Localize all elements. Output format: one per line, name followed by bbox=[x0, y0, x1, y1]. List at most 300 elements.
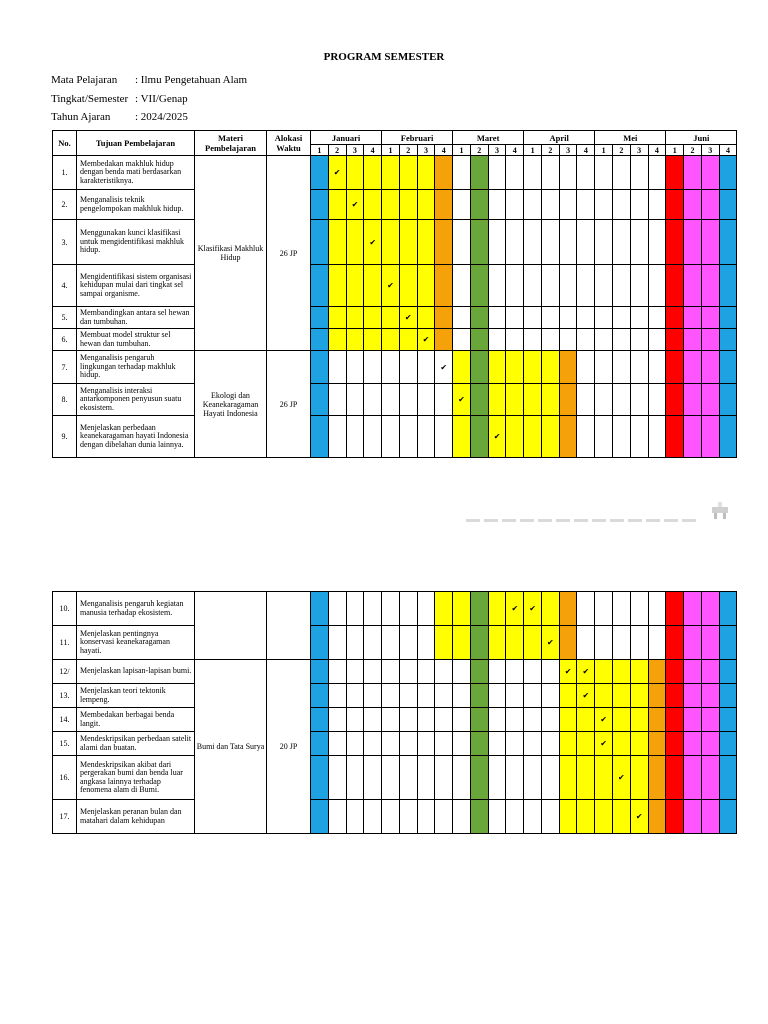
week-cell bbox=[417, 351, 435, 384]
info-label: Tahun Ajaran bbox=[51, 111, 111, 123]
check-icon bbox=[541, 626, 559, 660]
week-cell bbox=[719, 660, 737, 684]
week-cell bbox=[541, 708, 559, 732]
week-cell bbox=[328, 190, 346, 220]
row-number: 6. bbox=[53, 329, 77, 351]
week-cell bbox=[541, 732, 559, 756]
week-cell bbox=[613, 384, 631, 416]
week-cell bbox=[435, 592, 453, 626]
week-cell bbox=[488, 265, 506, 307]
week-cell bbox=[328, 684, 346, 708]
week-cell bbox=[417, 684, 435, 708]
week-cell bbox=[524, 416, 542, 458]
week-cell bbox=[470, 626, 488, 660]
week-cell bbox=[684, 384, 702, 416]
page-title: PROGRAM SEMESTER bbox=[323, 51, 445, 63]
week-cell bbox=[488, 800, 506, 834]
week-cell bbox=[311, 220, 329, 265]
materi-cell: Bumi dan Tata Surya bbox=[195, 660, 267, 834]
week-cell bbox=[311, 800, 329, 834]
week-cell bbox=[399, 684, 417, 708]
schedule-table-2 bbox=[52, 591, 737, 834]
week-cell bbox=[399, 708, 417, 732]
info-label: Mata Pelajaran bbox=[51, 74, 118, 86]
week-cell bbox=[435, 384, 453, 416]
check-icon bbox=[595, 732, 613, 756]
table-row bbox=[53, 329, 737, 351]
week-cell bbox=[613, 708, 631, 732]
week-cell bbox=[684, 626, 702, 660]
week-cell bbox=[524, 329, 542, 351]
check-icon bbox=[524, 592, 542, 626]
week-cell bbox=[719, 800, 737, 834]
week-cell bbox=[666, 265, 684, 307]
row-number: 13. bbox=[53, 684, 77, 708]
week-cell bbox=[577, 156, 595, 190]
check-icon bbox=[364, 220, 382, 265]
week-cell bbox=[577, 732, 595, 756]
week-cell bbox=[470, 156, 488, 190]
check-icon bbox=[328, 156, 346, 190]
week-cell bbox=[648, 220, 666, 265]
alokasi-cell bbox=[267, 592, 311, 660]
week-cell bbox=[719, 384, 737, 416]
week-cell bbox=[595, 220, 613, 265]
week-cell bbox=[577, 351, 595, 384]
week-cell bbox=[311, 592, 329, 626]
tujuan-cell: Mengidentifikasi sistem organisasi kehidupan mulai dari tingkat sel sampai organisme. bbox=[77, 265, 195, 307]
row-number: 10. bbox=[53, 592, 77, 626]
week-cell bbox=[684, 660, 702, 684]
week-cell bbox=[470, 684, 488, 708]
table-row bbox=[53, 190, 737, 220]
week-cell bbox=[417, 220, 435, 265]
row-number: 1. bbox=[53, 156, 77, 190]
week-cell bbox=[630, 265, 648, 307]
week-cell bbox=[506, 708, 524, 732]
tujuan-cell: Membedakan makhluk hidup dengan benda mati berdasarkan karakteristiknya. bbox=[77, 156, 195, 190]
week-cell bbox=[559, 416, 577, 458]
week-cell bbox=[666, 732, 684, 756]
week-cell bbox=[719, 592, 737, 626]
week-cell bbox=[666, 756, 684, 800]
week-cell bbox=[328, 626, 346, 660]
week-cell bbox=[559, 351, 577, 384]
week-cell bbox=[524, 660, 542, 684]
week-cell bbox=[453, 156, 471, 190]
week-cell bbox=[666, 384, 684, 416]
week-cell bbox=[453, 265, 471, 307]
week-cell bbox=[364, 708, 382, 732]
week-cell bbox=[470, 800, 488, 834]
week-cell bbox=[399, 156, 417, 190]
week-cell bbox=[488, 351, 506, 384]
week-cell bbox=[382, 351, 400, 384]
week-cell bbox=[488, 684, 506, 708]
week-cell bbox=[684, 156, 702, 190]
row-number: 15. bbox=[53, 732, 77, 756]
week-cell bbox=[399, 660, 417, 684]
week-cell bbox=[524, 708, 542, 732]
week-cell bbox=[541, 756, 559, 800]
week-cell bbox=[435, 156, 453, 190]
check-icon bbox=[399, 307, 417, 329]
week-cell bbox=[311, 756, 329, 800]
week-cell bbox=[630, 732, 648, 756]
week-cell bbox=[684, 732, 702, 756]
week-cell bbox=[719, 732, 737, 756]
week-cell bbox=[346, 708, 364, 732]
week-cell bbox=[382, 756, 400, 800]
watermark-icon bbox=[709, 500, 731, 520]
week-cell bbox=[311, 307, 329, 329]
week-cell bbox=[613, 592, 631, 626]
week-cell bbox=[364, 307, 382, 329]
week-cell bbox=[613, 732, 631, 756]
week-cell bbox=[328, 708, 346, 732]
week-cell bbox=[328, 351, 346, 384]
week-cell bbox=[453, 626, 471, 660]
week-cell bbox=[613, 220, 631, 265]
check-icon bbox=[506, 592, 524, 626]
week-cell bbox=[684, 265, 702, 307]
week-cell bbox=[595, 265, 613, 307]
week-cell bbox=[666, 708, 684, 732]
week-cell bbox=[346, 800, 364, 834]
week-cell bbox=[453, 732, 471, 756]
week-cell bbox=[364, 265, 382, 307]
info-label: Tingkat/Semester bbox=[51, 93, 129, 105]
week-cell bbox=[328, 384, 346, 416]
week-cell bbox=[470, 220, 488, 265]
week-cell bbox=[453, 800, 471, 834]
week-cell bbox=[684, 190, 702, 220]
week-cell bbox=[541, 220, 559, 265]
week-header: 4 bbox=[648, 145, 666, 156]
week-cell bbox=[346, 684, 364, 708]
week-cell bbox=[524, 265, 542, 307]
week-cell bbox=[364, 329, 382, 351]
week-cell bbox=[506, 660, 524, 684]
table-row bbox=[53, 756, 737, 800]
row-number: 4. bbox=[53, 265, 77, 307]
week-cell bbox=[311, 626, 329, 660]
week-header: 2 bbox=[399, 145, 417, 156]
week-cell bbox=[364, 660, 382, 684]
row-number: 3. bbox=[53, 220, 77, 265]
week-cell bbox=[559, 329, 577, 351]
week-cell bbox=[364, 732, 382, 756]
week-cell bbox=[382, 384, 400, 416]
week-cell bbox=[506, 626, 524, 660]
week-cell bbox=[684, 329, 702, 351]
row-number: 12/ bbox=[53, 660, 77, 684]
week-cell bbox=[630, 329, 648, 351]
week-cell bbox=[328, 800, 346, 834]
week-cell bbox=[453, 684, 471, 708]
week-cell bbox=[630, 351, 648, 384]
week-cell bbox=[346, 732, 364, 756]
week-cell bbox=[595, 307, 613, 329]
month-header: April bbox=[524, 131, 595, 145]
info-grade bbox=[51, 93, 188, 105]
week-cell bbox=[382, 416, 400, 458]
info-year bbox=[51, 111, 188, 123]
week-cell bbox=[328, 416, 346, 458]
week-cell bbox=[613, 190, 631, 220]
week-cell bbox=[417, 800, 435, 834]
week-cell bbox=[364, 384, 382, 416]
week-header: 2 bbox=[541, 145, 559, 156]
week-cell bbox=[488, 190, 506, 220]
tujuan-cell: Menjelaskan pentingnya konservasi keanekaragaman hayati. bbox=[77, 626, 195, 660]
week-cell bbox=[701, 660, 719, 684]
week-header: 1 bbox=[311, 145, 329, 156]
week-cell bbox=[577, 416, 595, 458]
check-icon bbox=[577, 660, 595, 684]
row-number: 9. bbox=[53, 416, 77, 458]
week-cell bbox=[666, 156, 684, 190]
row-number: 2. bbox=[53, 190, 77, 220]
table-row bbox=[53, 732, 737, 756]
week-cell bbox=[524, 756, 542, 800]
week-cell bbox=[595, 626, 613, 660]
week-cell bbox=[719, 626, 737, 660]
week-cell bbox=[382, 190, 400, 220]
week-cell bbox=[328, 732, 346, 756]
week-cell bbox=[666, 190, 684, 220]
week-cell bbox=[719, 416, 737, 458]
week-cell bbox=[399, 351, 417, 384]
week-header: 2 bbox=[470, 145, 488, 156]
check-icon bbox=[613, 756, 631, 800]
week-cell bbox=[311, 156, 329, 190]
week-cell bbox=[364, 756, 382, 800]
week-header: 1 bbox=[453, 145, 471, 156]
week-cell bbox=[666, 660, 684, 684]
week-cell bbox=[488, 220, 506, 265]
week-cell bbox=[630, 626, 648, 660]
table-row bbox=[53, 307, 737, 329]
week-cell bbox=[648, 626, 666, 660]
tujuan-cell: Mendeskripsikan perbedaan satelit alami dan buatan. bbox=[77, 732, 195, 756]
week-cell bbox=[701, 307, 719, 329]
week-cell bbox=[328, 307, 346, 329]
week-cell bbox=[701, 190, 719, 220]
week-cell bbox=[613, 416, 631, 458]
check-icon bbox=[559, 660, 577, 684]
week-cell bbox=[382, 220, 400, 265]
check-icon bbox=[488, 416, 506, 458]
header-row-months bbox=[53, 131, 737, 145]
week-cell bbox=[417, 660, 435, 684]
week-cell bbox=[559, 156, 577, 190]
week-cell bbox=[577, 329, 595, 351]
week-cell bbox=[328, 220, 346, 265]
week-cell bbox=[613, 800, 631, 834]
week-cell bbox=[417, 592, 435, 626]
info-value: : 2024/2025 bbox=[135, 111, 188, 123]
week-cell bbox=[577, 756, 595, 800]
week-cell bbox=[541, 190, 559, 220]
week-cell bbox=[435, 190, 453, 220]
week-header: 4 bbox=[435, 145, 453, 156]
week-cell bbox=[613, 307, 631, 329]
week-cell bbox=[435, 329, 453, 351]
week-cell bbox=[417, 265, 435, 307]
week-cell bbox=[630, 156, 648, 190]
week-cell bbox=[648, 190, 666, 220]
week-cell bbox=[701, 351, 719, 384]
table-row bbox=[53, 265, 737, 307]
week-cell bbox=[346, 384, 364, 416]
week-cell bbox=[453, 592, 471, 626]
week-cell bbox=[364, 351, 382, 384]
week-cell bbox=[630, 307, 648, 329]
week-cell bbox=[595, 800, 613, 834]
week-cell bbox=[453, 329, 471, 351]
week-cell bbox=[648, 307, 666, 329]
week-cell bbox=[701, 626, 719, 660]
week-cell bbox=[595, 351, 613, 384]
week-cell bbox=[453, 220, 471, 265]
week-cell bbox=[630, 190, 648, 220]
week-cell bbox=[701, 708, 719, 732]
week-cell bbox=[328, 265, 346, 307]
col-header-alokasi: Alokasi Waktu bbox=[267, 131, 311, 156]
week-cell bbox=[630, 684, 648, 708]
check-icon bbox=[435, 351, 453, 384]
week-cell bbox=[524, 384, 542, 416]
week-cell bbox=[399, 626, 417, 660]
week-cell bbox=[630, 660, 648, 684]
week-cell bbox=[648, 416, 666, 458]
check-icon bbox=[346, 190, 364, 220]
week-cell bbox=[595, 156, 613, 190]
week-cell bbox=[559, 220, 577, 265]
week-cell bbox=[577, 307, 595, 329]
week-cell bbox=[684, 220, 702, 265]
month-header: Juni bbox=[666, 131, 737, 145]
week-cell bbox=[524, 800, 542, 834]
week-cell bbox=[541, 156, 559, 190]
week-header: 4 bbox=[364, 145, 382, 156]
week-cell bbox=[311, 265, 329, 307]
week-cell bbox=[559, 626, 577, 660]
week-cell bbox=[559, 265, 577, 307]
week-cell bbox=[506, 156, 524, 190]
week-cell bbox=[541, 307, 559, 329]
week-cell bbox=[506, 329, 524, 351]
week-cell bbox=[630, 220, 648, 265]
tujuan-cell: Membedakan berbagai benda langit. bbox=[77, 708, 195, 732]
week-cell bbox=[524, 351, 542, 384]
table-row bbox=[53, 684, 737, 708]
week-cell bbox=[346, 156, 364, 190]
week-cell bbox=[701, 329, 719, 351]
week-cell bbox=[311, 416, 329, 458]
week-cell bbox=[399, 592, 417, 626]
week-header: 1 bbox=[524, 145, 542, 156]
week-cell bbox=[577, 384, 595, 416]
week-cell bbox=[666, 329, 684, 351]
month-header: Maret bbox=[453, 131, 524, 145]
week-cell bbox=[470, 756, 488, 800]
week-cell bbox=[524, 307, 542, 329]
week-cell bbox=[470, 416, 488, 458]
week-cell bbox=[719, 156, 737, 190]
week-cell bbox=[453, 351, 471, 384]
table-row bbox=[53, 626, 737, 660]
materi-cell bbox=[195, 592, 267, 660]
week-cell bbox=[541, 329, 559, 351]
week-cell bbox=[524, 156, 542, 190]
week-cell bbox=[399, 329, 417, 351]
week-cell bbox=[684, 684, 702, 708]
week-cell bbox=[346, 626, 364, 660]
week-cell bbox=[666, 684, 684, 708]
week-cell bbox=[613, 156, 631, 190]
week-cell bbox=[666, 307, 684, 329]
week-cell bbox=[577, 190, 595, 220]
week-cell bbox=[595, 190, 613, 220]
week-header: 3 bbox=[559, 145, 577, 156]
week-cell bbox=[630, 592, 648, 626]
week-cell bbox=[382, 660, 400, 684]
week-cell bbox=[595, 684, 613, 708]
week-cell bbox=[684, 307, 702, 329]
week-header: 3 bbox=[701, 145, 719, 156]
week-cell bbox=[541, 592, 559, 626]
week-cell bbox=[559, 307, 577, 329]
week-cell bbox=[488, 384, 506, 416]
info-subject bbox=[51, 74, 247, 86]
week-cell bbox=[684, 416, 702, 458]
week-cell bbox=[364, 190, 382, 220]
week-header: 4 bbox=[577, 145, 595, 156]
week-cell bbox=[613, 265, 631, 307]
week-cell bbox=[311, 329, 329, 351]
table-row bbox=[53, 156, 737, 190]
week-header: 3 bbox=[417, 145, 435, 156]
week-cell bbox=[453, 307, 471, 329]
week-cell bbox=[541, 660, 559, 684]
week-cell bbox=[382, 708, 400, 732]
week-cell bbox=[488, 756, 506, 800]
week-cell bbox=[488, 708, 506, 732]
week-cell bbox=[488, 626, 506, 660]
week-cell bbox=[311, 660, 329, 684]
week-cell bbox=[488, 660, 506, 684]
check-icon bbox=[595, 708, 613, 732]
tujuan-cell: Menganalisis pengaruh kegiatan manusia terhadap ekosistem. bbox=[77, 592, 195, 626]
week-cell bbox=[328, 756, 346, 800]
tujuan-cell: Menjelaskan peranan bulan dan matahari dalam kehidupan bbox=[77, 800, 195, 834]
week-cell bbox=[382, 156, 400, 190]
table-row bbox=[53, 220, 737, 265]
week-cell bbox=[435, 684, 453, 708]
week-cell bbox=[559, 732, 577, 756]
week-cell bbox=[382, 307, 400, 329]
table-row bbox=[53, 416, 737, 458]
table-row bbox=[53, 708, 737, 732]
week-cell bbox=[346, 329, 364, 351]
week-cell bbox=[417, 756, 435, 800]
week-cell bbox=[346, 592, 364, 626]
week-cell bbox=[453, 708, 471, 732]
week-cell bbox=[346, 307, 364, 329]
month-header: Mei bbox=[595, 131, 666, 145]
